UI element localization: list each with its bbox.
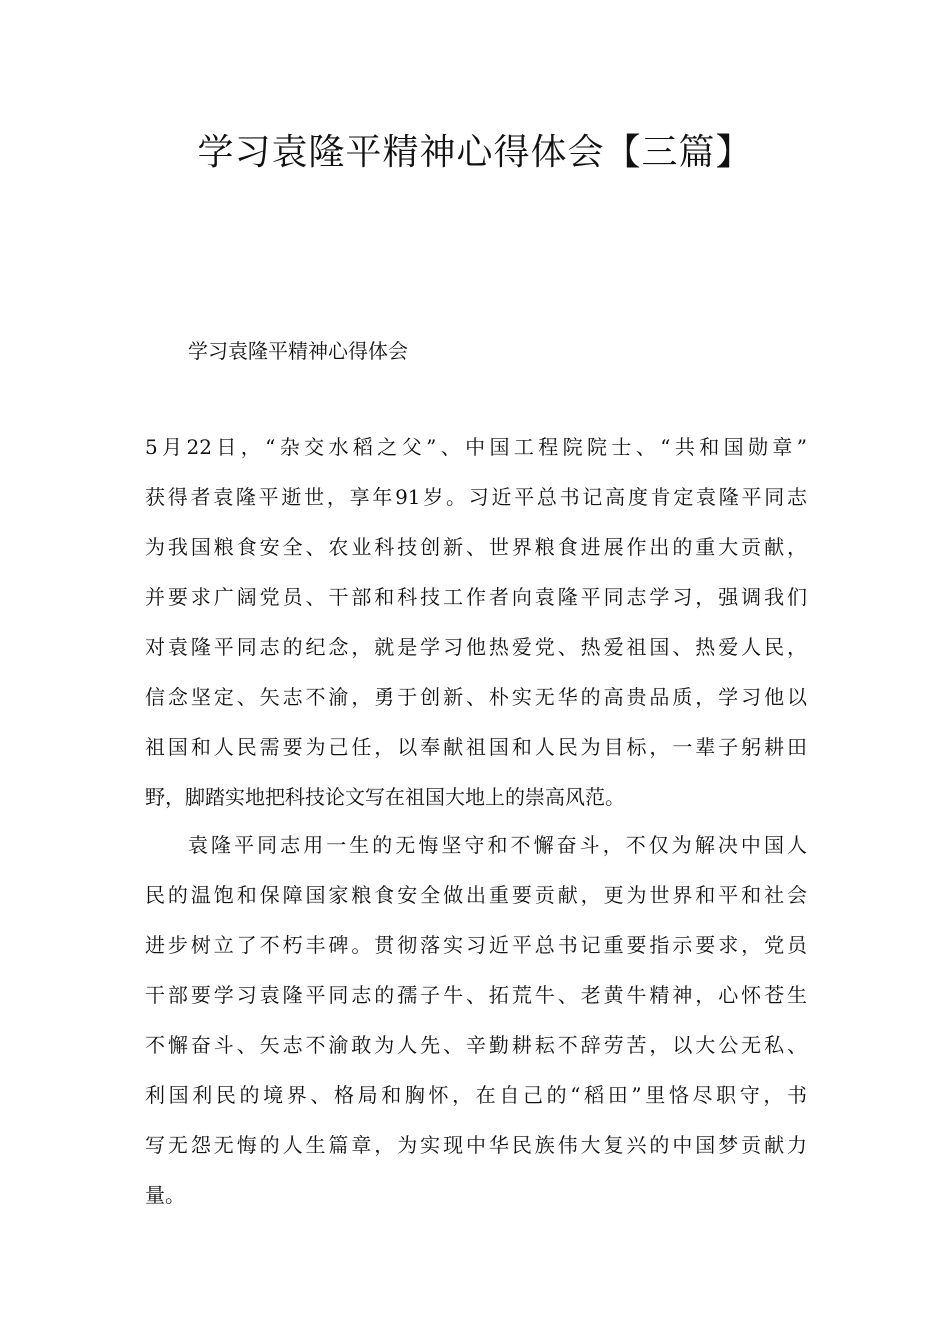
paragraph-line: 进步树立了不朽丰碑。贯彻落实习近平总书记重要指示要求，党员: [145, 933, 807, 957]
paragraph-line: 并要求广阔党员、干部和科技工作者向袁隆平同志学习，强调我们: [145, 585, 807, 609]
paragraph-line: 量。: [145, 1183, 185, 1207]
paragraph-line: 野，脚踏实地把科技论文写在祖国大地上的崇高风范。: [145, 785, 625, 809]
paragraph-line: 5月22日，“杂交水稻之父”、中国工程院院士、“共和国勋章”: [145, 435, 807, 459]
paragraph-line: 民的温饱和保障国家粮食安全做出重要贡献，更为世界和平和社会: [145, 883, 807, 907]
paragraph-2: [145, 820, 807, 1220]
paragraph-line: 不懈奋斗、矢志不渝敢为人先、辛勤耕耘不辞劳苦，以大公无私、: [145, 1033, 807, 1057]
paragraph-line: 祖国和人民需要为己任，以奉献祖国和人民为目标，一辈子躬耕田: [145, 735, 807, 759]
paragraph-line: 袁隆平同志用一生的无悔坚守和不懈奋斗，不仅为解决中国人: [188, 833, 807, 857]
paragraph-line: 写无怨无悔的人生篇章，为实现中华民族伟大复兴的中国梦贡献力: [145, 1133, 807, 1157]
paragraph-line: 信念坚定、矢志不渝，勇于创新、朴实无华的高贵品质，学习他以: [145, 685, 807, 709]
paragraph-line: 获得者袁隆平逝世，享年91岁。习近平总书记高度肯定袁隆平同志: [145, 485, 807, 509]
paragraph-1: [145, 422, 807, 822]
paragraph-line: 利国利民的境界、格局和胸怀，在自己的“稻田”里恪尽职守，书: [145, 1083, 807, 1107]
section-heading: 学习袁隆平精神心得体会: [188, 339, 408, 363]
paragraph-line: 对袁隆平同志的纪念，就是学习他热爱党、热爱祖国、热爱人民，: [145, 635, 807, 659]
document-title: 学习袁隆平精神心得体会【三篇】: [197, 132, 753, 173]
paragraph-line: 为我国粮食安全、农业科技创新、世界粮食进展作出的重大贡献，: [145, 535, 807, 559]
paragraph-line: 干部要学习袁隆平同志的孺子牛、拓荒牛、老黄牛精神，心怀苍生: [145, 983, 807, 1007]
